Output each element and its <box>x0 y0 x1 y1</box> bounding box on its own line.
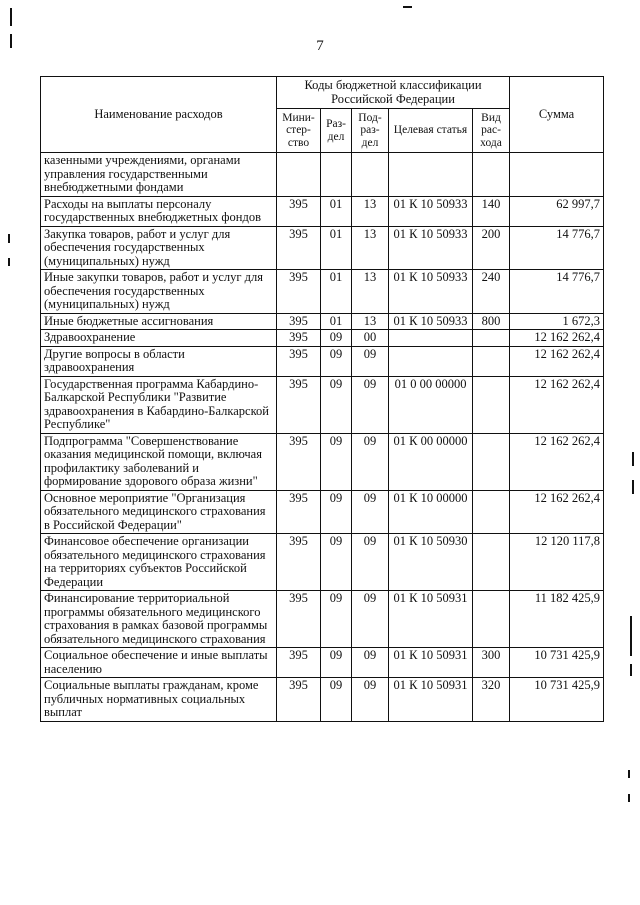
table-row <box>41 313 604 330</box>
table-row <box>41 534 604 591</box>
cell-type <box>473 330 510 347</box>
cell-ministry: 395 <box>277 678 321 722</box>
cell-type: 320 <box>473 678 510 722</box>
scan-mark <box>8 258 10 266</box>
cell-target: 01 К 10 50931 <box>389 648 473 678</box>
cell-target: 01 К 10 00000 <box>389 490 473 534</box>
cell-sum: 12 162 262,4 <box>510 433 604 490</box>
cell-target <box>389 153 473 197</box>
cell-target: 01 0 00 00000 <box>389 376 473 433</box>
cell-type <box>473 591 510 648</box>
cell-name: Социальные выплаты гражданам, кроме публичных нормативных социальных выплат <box>41 678 277 722</box>
table-header <box>41 77 604 153</box>
cell-ministry: 395 <box>277 196 321 226</box>
cell-type <box>473 433 510 490</box>
cell-subsection: 09 <box>352 648 389 678</box>
cell-section: 09 <box>321 678 352 722</box>
cell-target: 01 К 10 50933 <box>389 226 473 270</box>
header-target: Целевая статья <box>389 109 473 153</box>
cell-target <box>389 330 473 347</box>
budget-table <box>40 76 604 722</box>
scan-mark <box>10 8 12 26</box>
cell-section: 09 <box>321 433 352 490</box>
cell-section: 09 <box>321 648 352 678</box>
cell-name: Основное мероприятие "Организация обязательного медицинского страхования в Российской Федерации" <box>41 490 277 534</box>
cell-section: 09 <box>321 591 352 648</box>
cell-section: 01 <box>321 313 352 330</box>
cell-target: 01 К 10 50933 <box>389 270 473 314</box>
cell-subsection <box>352 153 389 197</box>
cell-subsection: 13 <box>352 270 389 314</box>
cell-name: Расходы на выплаты персоналу государственных внебюджетных фондов <box>41 196 277 226</box>
cell-ministry: 395 <box>277 490 321 534</box>
header-subsection: Под-раз-дел <box>352 109 389 153</box>
scan-mark <box>632 452 634 466</box>
table-row <box>41 330 604 347</box>
cell-subsection: 00 <box>352 330 389 347</box>
cell-ministry: 395 <box>277 330 321 347</box>
header-name: Наименование расходов <box>41 77 277 153</box>
table-row <box>41 490 604 534</box>
scan-mark <box>630 664 632 676</box>
table-row <box>41 433 604 490</box>
cell-sum: 12 162 262,4 <box>510 376 604 433</box>
scan-mark <box>630 616 632 656</box>
cell-sum: 10 731 425,9 <box>510 678 604 722</box>
cell-sum: 1 672,3 <box>510 313 604 330</box>
table-row <box>41 153 604 197</box>
cell-sum: 12 162 262,4 <box>510 330 604 347</box>
cell-ministry <box>277 153 321 197</box>
cell-sum <box>510 153 604 197</box>
scan-mark <box>8 234 10 243</box>
cell-subsection: 13 <box>352 196 389 226</box>
cell-sum: 14 776,7 <box>510 226 604 270</box>
cell-sum: 11 182 425,9 <box>510 591 604 648</box>
cell-type: 140 <box>473 196 510 226</box>
cell-name: Социальное обеспечение и иные выплаты населению <box>41 648 277 678</box>
cell-subsection: 09 <box>352 376 389 433</box>
cell-target: 01 К 10 50931 <box>389 678 473 722</box>
cell-sum: 14 776,7 <box>510 270 604 314</box>
cell-subsection: 09 <box>352 433 389 490</box>
scan-mark <box>632 480 634 494</box>
table-row <box>41 376 604 433</box>
cell-type: 240 <box>473 270 510 314</box>
header-ministry: Мини-стер-ство <box>277 109 321 153</box>
table-row <box>41 648 604 678</box>
cell-name: Иные бюджетные ассигнования <box>41 313 277 330</box>
cell-subsection: 13 <box>352 313 389 330</box>
cell-target: 01 К 10 50931 <box>389 591 473 648</box>
cell-name: Подпрограмма "Совершенствование оказания медицинской помощи, включая профилактику заболеваний и формирование здорового образа жизни" <box>41 433 277 490</box>
cell-sum: 12 162 262,4 <box>510 346 604 376</box>
cell-type <box>473 376 510 433</box>
page-number: 7 <box>316 38 324 54</box>
header-type: Вид рас-хода <box>473 109 510 153</box>
cell-sum: 12 120 117,8 <box>510 534 604 591</box>
cell-sum: 10 731 425,9 <box>510 648 604 678</box>
cell-target: 01 К 10 50930 <box>389 534 473 591</box>
cell-section: 09 <box>321 534 352 591</box>
cell-sum: 62 997,7 <box>510 196 604 226</box>
scan-mark <box>628 770 630 778</box>
cell-target: 01 К 00 00000 <box>389 433 473 490</box>
table-row <box>41 346 604 376</box>
cell-name: Закупка товаров, работ и услуг для обеспечения государственных (муниципальных) нужд <box>41 226 277 270</box>
cell-subsection: 09 <box>352 534 389 591</box>
cell-type <box>473 534 510 591</box>
scan-mark <box>403 6 412 8</box>
cell-type <box>473 153 510 197</box>
cell-ministry: 395 <box>277 648 321 678</box>
cell-ministry: 395 <box>277 433 321 490</box>
cell-subsection: 09 <box>352 678 389 722</box>
cell-ministry: 395 <box>277 270 321 314</box>
cell-type: 300 <box>473 648 510 678</box>
table-row <box>41 226 604 270</box>
cell-section: 01 <box>321 196 352 226</box>
table-body <box>41 153 604 722</box>
cell-name: казенными учреждениями, органами управления государственными внебюджетными фондами <box>41 153 277 197</box>
cell-ministry: 395 <box>277 591 321 648</box>
cell-section <box>321 153 352 197</box>
cell-name: Финансовое обеспечение организации обязательного медицинского страхования на территориях субъектов Российской Федерации <box>41 534 277 591</box>
scan-mark <box>628 794 630 802</box>
cell-section: 09 <box>321 330 352 347</box>
cell-name: Иные закупки товаров, работ и услуг для обеспечения государственных (муниципальных) нужд <box>41 270 277 314</box>
cell-section: 09 <box>321 490 352 534</box>
cell-name: Государственная программа Кабардино-Балкарской Республики "Развитие здравоохранения в Кабардино-Балкарской Республике" <box>41 376 277 433</box>
cell-target <box>389 346 473 376</box>
cell-ministry: 395 <box>277 226 321 270</box>
header-section: Раз-дел <box>321 109 352 153</box>
cell-target: 01 К 10 50933 <box>389 313 473 330</box>
cell-name: Другие вопросы в области здравоохранения <box>41 346 277 376</box>
cell-name: Финансирование территориальной программы обязательного медицинского страхования в рамках базовой программы обязательного медицинского страхования <box>41 591 277 648</box>
cell-subsection: 09 <box>352 346 389 376</box>
cell-ministry: 395 <box>277 346 321 376</box>
table-row <box>41 270 604 314</box>
header-sum: Сумма <box>510 77 604 153</box>
cell-subsection: 13 <box>352 226 389 270</box>
table-row <box>41 196 604 226</box>
cell-section: 09 <box>321 346 352 376</box>
cell-type: 200 <box>473 226 510 270</box>
cell-ministry: 395 <box>277 534 321 591</box>
table-row <box>41 591 604 648</box>
cell-name: Здравоохранение <box>41 330 277 347</box>
cell-type <box>473 346 510 376</box>
header-codes-group: Коды бюджетной классификации Российской Федерации <box>277 77 510 109</box>
cell-section: 09 <box>321 376 352 433</box>
cell-type <box>473 490 510 534</box>
cell-subsection: 09 <box>352 490 389 534</box>
cell-ministry: 395 <box>277 376 321 433</box>
cell-section: 01 <box>321 226 352 270</box>
cell-section: 01 <box>321 270 352 314</box>
table-row <box>41 678 604 722</box>
cell-subsection: 09 <box>352 591 389 648</box>
cell-ministry: 395 <box>277 313 321 330</box>
cell-target: 01 К 10 50933 <box>389 196 473 226</box>
cell-sum: 12 162 262,4 <box>510 490 604 534</box>
cell-type: 800 <box>473 313 510 330</box>
